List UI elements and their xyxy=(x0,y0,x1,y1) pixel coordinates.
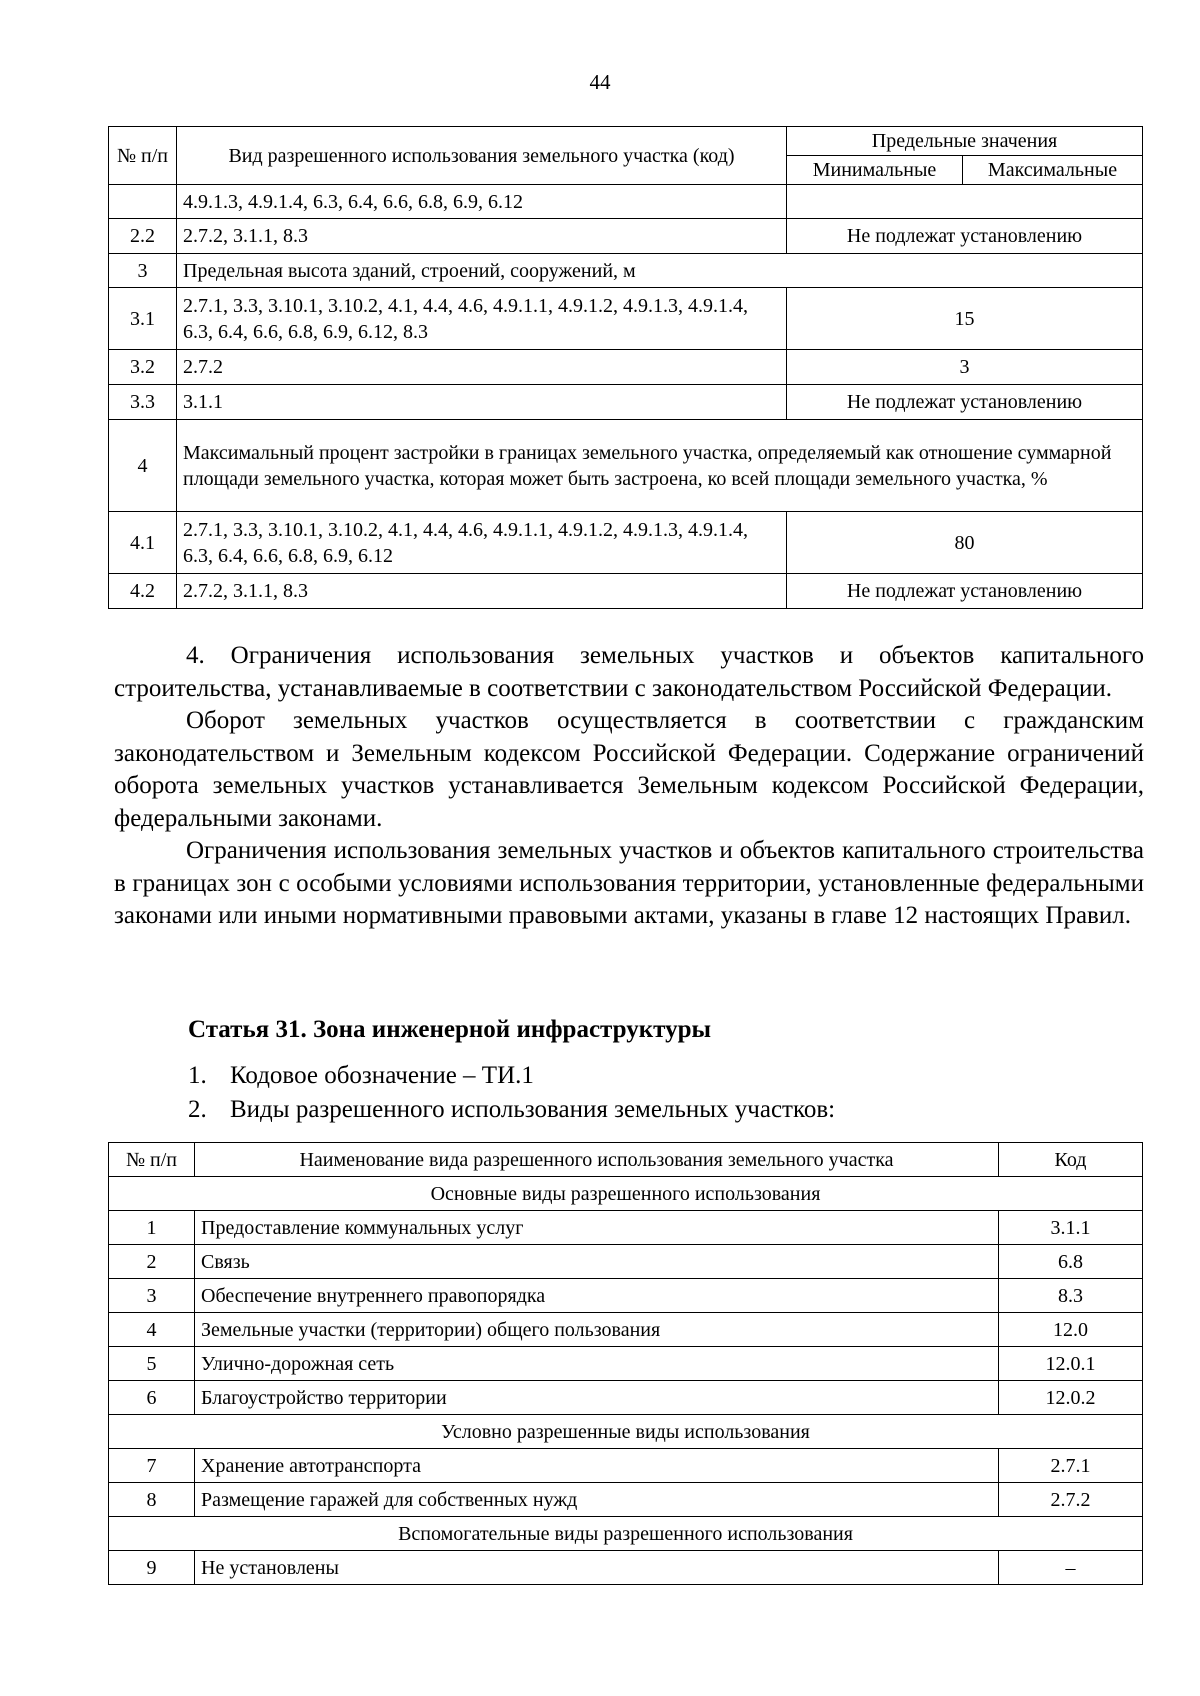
header-num: № п/п xyxy=(109,127,177,185)
table-row xyxy=(109,512,1143,574)
table-row xyxy=(109,1279,1143,1313)
row-num xyxy=(109,185,177,219)
row-num: 8 xyxy=(109,1483,195,1517)
row-num: 3 xyxy=(109,1279,195,1313)
table-section-row xyxy=(109,1177,1143,1211)
row-code: 8.3 xyxy=(999,1279,1143,1313)
table-row xyxy=(109,1245,1143,1279)
body-text xyxy=(114,640,1144,933)
table-section-row xyxy=(109,1517,1143,1551)
row-name: Земельные участки (территории) общего пользования xyxy=(195,1313,999,1347)
table-section-row xyxy=(109,254,1143,288)
row-codes: 2.7.2 xyxy=(177,350,787,385)
row-name: Обеспечение внутреннего правопорядка xyxy=(195,1279,999,1313)
list-item xyxy=(188,1062,534,1090)
row-codes: 2.7.1, 3.3, 3.10.1, 3.10.2, 4.1, 4.4, 4.6, 4.9.1.1, 4.9.1.2, 4.9.1.3, 4.9.1.4, 6.3, 6.4, 6.6, 6.8, 6.9, 6.12, 8.3 xyxy=(177,288,787,350)
row-code: 3.1.1 xyxy=(999,1211,1143,1245)
section-title: Максимальный процент застройки в границах земельного участка, определяемый как отношение суммарной площади земельного участка, которая может быть застроена, ко всей площади земельного участка, % xyxy=(177,420,1143,512)
row-num: 4.2 xyxy=(109,574,177,609)
table-row xyxy=(109,1347,1143,1381)
header-num: № п/п xyxy=(109,1143,195,1177)
row-num: 5 xyxy=(109,1347,195,1381)
table-row xyxy=(109,1551,1143,1585)
row-code: 12.0.1 xyxy=(999,1347,1143,1381)
article-heading: Статья 31. Зона инженерной инфраструктуры xyxy=(188,1016,711,1043)
list-item-number: 2. xyxy=(188,1096,207,1123)
header-max: Максимальные xyxy=(963,156,1143,185)
section-title: Предельная высота зданий, строений, сооружений, м xyxy=(177,254,1143,288)
list-item xyxy=(188,1096,835,1124)
row-value: 15 xyxy=(787,288,1143,350)
section-title: Основные виды разрешенного использования xyxy=(109,1177,1143,1211)
row-name: Улично-дорожная сеть xyxy=(195,1347,999,1381)
table-row xyxy=(109,1381,1143,1415)
row-name: Предоставление коммунальных услуг xyxy=(195,1211,999,1245)
row-code: 12.0 xyxy=(999,1313,1143,1347)
list-item-text: Кодовое обозначение – ТИ.1 xyxy=(230,1062,534,1089)
table-row xyxy=(109,1483,1143,1517)
section-title: Условно разрешенные виды использования xyxy=(109,1415,1143,1449)
row-num: 2 xyxy=(109,1245,195,1279)
row-num: 6 xyxy=(109,1381,195,1415)
limits-table xyxy=(108,126,1143,609)
table-row xyxy=(109,1313,1143,1347)
header-type: Вид разрешенного использования земельного участка (код) xyxy=(177,127,787,185)
table-row xyxy=(109,1449,1143,1483)
list-item-number: 1. xyxy=(188,1062,207,1089)
paragraph: Оборот земельных участков осуществляется в соответствии с гражданским законодательством и Земельным кодексом Российской Федерации. Содержание ограничений оборота земельных участков устанавливается Земельным кодексом Российской Федерации, федеральными законами. xyxy=(114,707,1144,832)
land-use-table xyxy=(108,1142,1143,1585)
row-name: Благоустройство территории xyxy=(195,1381,999,1415)
row-value: 80 xyxy=(787,512,1143,574)
row-value: Не подлежат установлению xyxy=(787,574,1143,609)
table-row xyxy=(109,350,1143,385)
table-header-row xyxy=(109,1143,1143,1177)
header-min: Минимальные xyxy=(787,156,963,185)
row-num: 2.2 xyxy=(109,219,177,254)
row-num: 4 xyxy=(109,1313,195,1347)
row-code: – xyxy=(999,1551,1143,1585)
table-section-row xyxy=(109,420,1143,512)
row-codes: 3.1.1 xyxy=(177,385,787,420)
row-num: 3.1 xyxy=(109,288,177,350)
row-value: Не подлежат установлению xyxy=(787,219,1143,254)
paragraph: Ограничения использования земельных участков и объектов капитального строительства в границах зон с особыми условиями использования территории, установленные федеральными законами или иными нормативными правовыми актами, указаны в главе 12 настоящих Правил. xyxy=(114,837,1144,929)
paragraph: 4. Ограничения использования земельных участков и объектов капитального строительства, устанавливаемые в соответствии с законодательством Российской Федерации. xyxy=(114,642,1144,702)
table-row xyxy=(109,574,1143,609)
row-codes: 4.9.1.3, 4.9.1.4, 6.3, 6.4, 6.6, 6.8, 6.9, 6.12 xyxy=(177,185,787,219)
row-name: Связь xyxy=(195,1245,999,1279)
row-code: 2.7.2 xyxy=(999,1483,1143,1517)
header-name: Наименование вида разрешенного использования земельного участка xyxy=(195,1143,999,1177)
header-code: Код xyxy=(999,1143,1143,1177)
row-value xyxy=(787,185,1143,219)
row-code: 6.8 xyxy=(999,1245,1143,1279)
row-codes: 2.7.2, 3.1.1, 8.3 xyxy=(177,574,787,609)
list-item-text: Виды разрешенного использования земельных участков: xyxy=(230,1096,836,1123)
table-row xyxy=(109,288,1143,350)
table-row xyxy=(109,219,1143,254)
row-num: 9 xyxy=(109,1551,195,1585)
row-code: 2.7.1 xyxy=(999,1449,1143,1483)
table-section-row xyxy=(109,1415,1143,1449)
header-limits: Предельные значения xyxy=(787,127,1143,156)
page-number: 44 xyxy=(589,70,611,94)
table-row xyxy=(109,385,1143,420)
row-num: 3 xyxy=(109,254,177,288)
row-num: 4 xyxy=(109,420,177,512)
row-num: 3.3 xyxy=(109,385,177,420)
row-num: 7 xyxy=(109,1449,195,1483)
row-num: 3.2 xyxy=(109,350,177,385)
row-codes: 2.7.1, 3.3, 3.10.1, 3.10.2, 4.1, 4.4, 4.6, 4.9.1.1, 4.9.1.2, 4.9.1.3, 4.9.1.4, 6.3, 6.4, 6.6, 6.8, 6.9, 6.12 xyxy=(177,512,787,574)
row-name: Хранение автотранспорта xyxy=(195,1449,999,1483)
row-name: Не установлены xyxy=(195,1551,999,1585)
row-name: Размещение гаражей для собственных нужд xyxy=(195,1483,999,1517)
row-code: 12.0.2 xyxy=(999,1381,1143,1415)
row-num: 4.1 xyxy=(109,512,177,574)
table-row xyxy=(109,185,1143,219)
section-title: Вспомогательные виды разрешенного использования xyxy=(109,1517,1143,1551)
row-codes: 2.7.2, 3.1.1, 8.3 xyxy=(177,219,787,254)
row-num: 1 xyxy=(109,1211,195,1245)
row-value: 3 xyxy=(787,350,1143,385)
table-header-row xyxy=(109,127,1143,156)
table-row xyxy=(109,1211,1143,1245)
row-value: Не подлежат установлению xyxy=(787,385,1143,420)
